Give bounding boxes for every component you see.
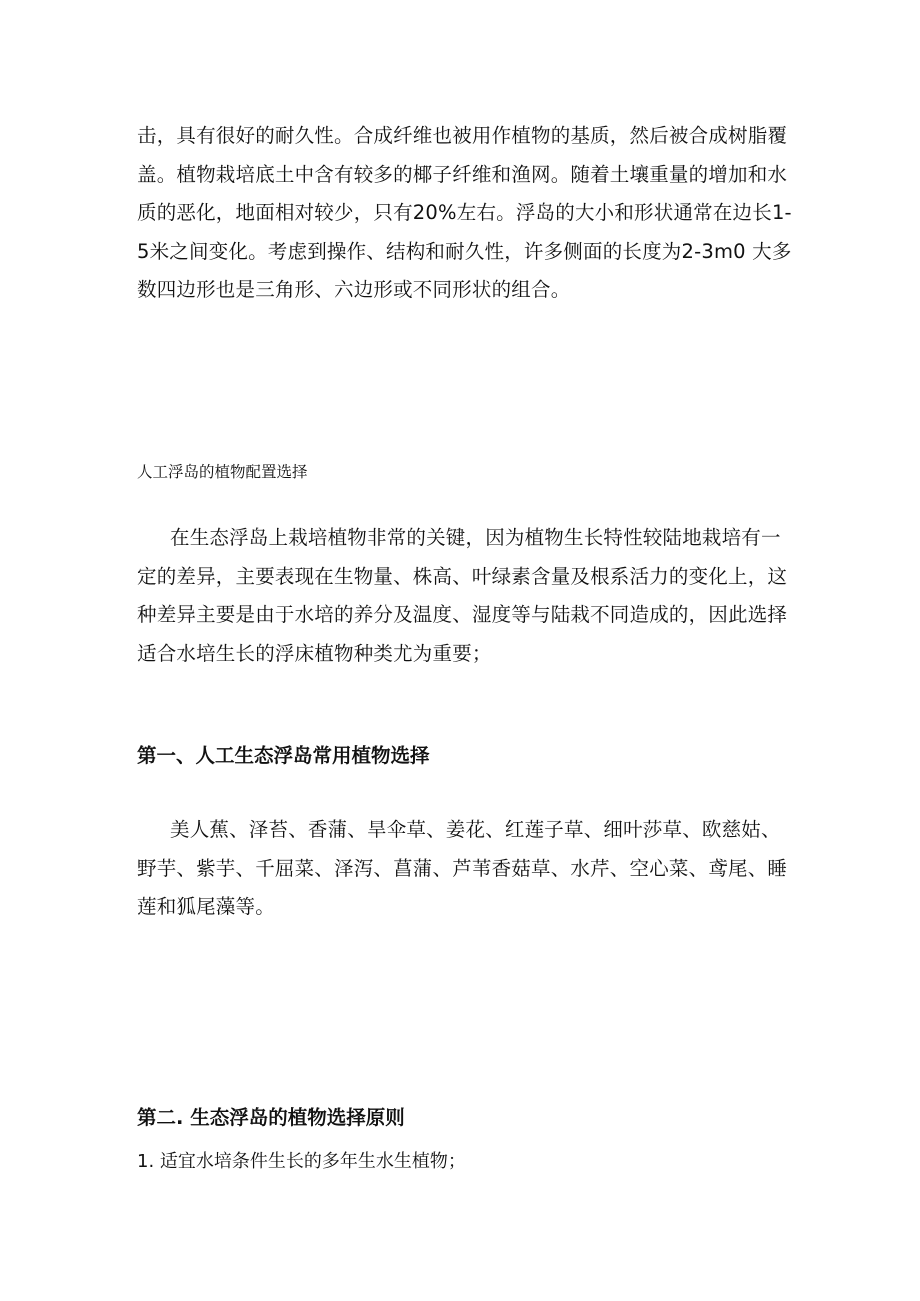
paragraph-plant-list: 美人蕉、泽苔、香蒲、旱伞草、姜花、红莲子草、细叶莎草、欧慈姑、野芋、紫芋、千屈菜、泽泻、菖蒲、芦苇香菇草、水芹、空心菜、鸢尾、睡莲和狐尾藻等。 bbox=[137, 818, 788, 918]
section-heading-selection-principles: 第二. 生态浮岛的植物选择原则 bbox=[137, 1106, 405, 1129]
paragraph-plant-cultivation: 在生态浮岛上栽培植物非常的关键，因为植物生长特性较陆地栽培有一定的差异，主要表现在生物量、株高、叶绿素含量及根系活力的变化上，这种差异主要是由于水培的养分及温度、湿度等与陆栽不同造成的，因此选择适合水培生长的浮床植物种类尤为重要； bbox=[137, 526, 788, 665]
subheading-plant-configuration: 人工浮岛的植物配置选择 bbox=[137, 463, 308, 481]
paragraph-floating-island-structure: 击，具有很好的耐久性。合成纤维也被用作植物的基质，然后被合成树脂覆盖。植物栽培底土中含有较多的椰子纤维和渔网。随着土壤重量的增加和水质的恶化，地面相对较少，只有20%左右。浮岛的大小和形状通常在边长1-5米之间变化。考虑到操作、结构和耐久性，许多侧面的长度为2-3m0 大多数四边形也是三角形、六边形或不同形状的组合。 bbox=[137, 124, 792, 301]
section-heading-common-plants: 第一、人工生态浮岛常用植物选择 bbox=[137, 744, 430, 767]
list-item-principle-1: 1. 适宜水培条件生长的多年生水生植物； bbox=[137, 1151, 466, 1172]
